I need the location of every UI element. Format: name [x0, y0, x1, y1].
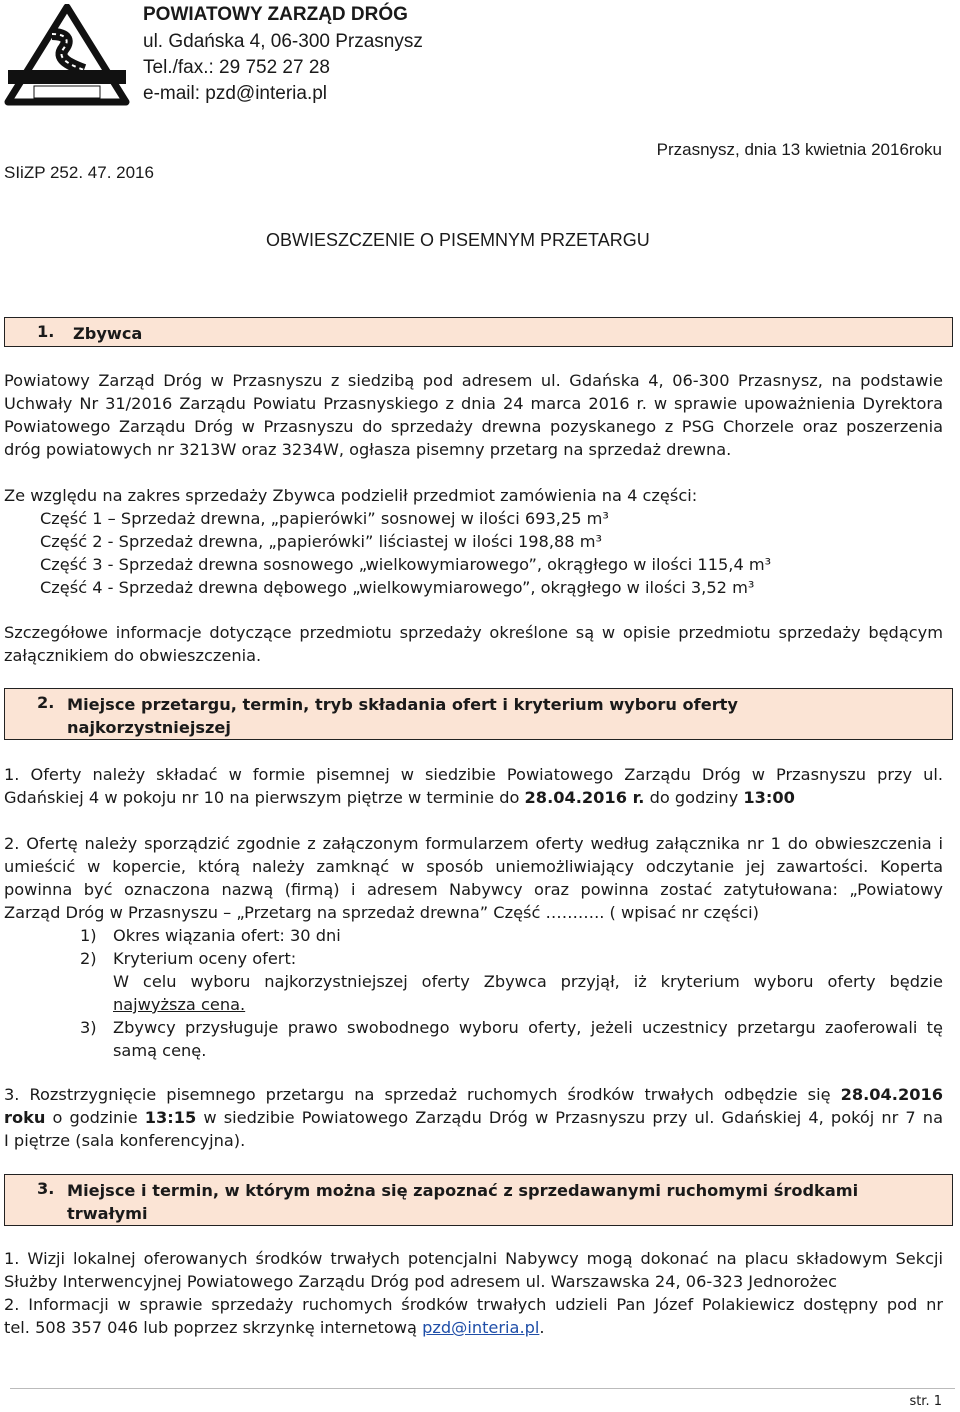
section-2-p1: 1. Oferty należy składać w formie pisemnej w siedzibie Powiatowego Zarządu Dróg w Przasnyszu przy ul. Gdańskiej 4 w pokoju nr 10 na pierwszym piętrze w terminie do 28.04.2016 r. do godziny 13:00	[4, 765, 943, 807]
footer-rule	[10, 1388, 955, 1389]
section-2-title: Miejsce przetargu, termin, tryb składania ofert i kryterium wyboru oferty najkorzystniejszej	[67, 695, 738, 737]
org-email: e-mail: pzd@interia.pl	[143, 83, 328, 104]
section-1-intro: Powiatowy Zarząd Dróg w Przasnyszu z siedzibą pod adresem ul. Gdańska 4, 06-300 Przasnysz, na podstawie Uchwały Nr 31/2016 Zarządu Powiatu Przasnyskiego z dnia 24 marca 2016 r. w sprawie upoważnienia Dyrektora Powiatowego Zarządu Dróg w Przasnyszu do sprzedaży drewna pozyskanego z PSG Chorzele oraz poszerzenia dróg powiatowych nr 3213W oraz 3234W, ogłasza pisemny przetarg na sprzedaż drewna.	[4, 371, 943, 459]
item-1-number: 1)	[80, 926, 97, 945]
section-3-p1: 1. Wizji lokalnej oferowanych środków trwałych potencjalni Nabywcy mogą dokonać na placu składowym Sekcji Służby Interwencyjnej Powiatowego Zarządu Dróg pod adresem ul. Warszawska 24, 06-323 Jednorożec	[4, 1249, 943, 1291]
decision-date: 28.04.2016	[840, 1085, 943, 1104]
item-3-text-end: samą cenę.	[113, 1041, 207, 1060]
section-2-number: 2.	[37, 693, 55, 712]
parts-intro: Ze względu na zakres sprzedaży Zbywca podzielił przedmiot zamówienia na 4 części:	[4, 486, 698, 505]
deadline-time: 13:00	[743, 788, 795, 807]
org-address: ul. Gdańska 4, 06-300 Przasnysz	[143, 31, 423, 52]
org-phone: Tel./fax.: 29 752 27 28	[143, 57, 330, 78]
part-2: Część 2 - Sprzedaż drewna, „papierówki” liściastej w ilości 198,88 m³	[40, 532, 603, 551]
section-3-p2: 2. Informacji w sprawie sprzedaży ruchomych środków trwałych udzieli Pan Józef Polakiewicz dostępny pod nr tel. 508 357 046 lub poprzez skrzynkę internetową pzd@interia.pl.	[4, 1295, 943, 1337]
document-date: Przasnysz, dnia 13 kwietnia 2016roku	[656, 140, 942, 159]
org-name: POWIATOWY ZARZĄD DRÓG	[143, 4, 408, 25]
part-4: Część 4 - Sprzedaż drewna dębowego „wielkowymiarowego”, okrągłego w ilości 3,52 m³	[40, 578, 755, 597]
section-2-header	[4, 688, 953, 740]
logo	[4, 4, 130, 108]
item-2-number: 2)	[80, 949, 97, 968]
section-3-header	[4, 1174, 953, 1226]
email-link[interactable]: pzd@interia.pl	[422, 1318, 540, 1337]
item-3-text: Zbywcy przysługuje prawo swobodnego wyboru oferty, jeżeli uczestnicy przetargu zaoferowali tę	[113, 1018, 943, 1037]
item-2-criterion: najwyższa cena.	[113, 995, 246, 1014]
part-1: Część 1 – Sprzedaż drewna, „papierówki” sosnowej w ilości 693,25 m³	[40, 509, 609, 528]
section-1-header	[4, 317, 953, 347]
section-2-p3: 3. Rozstrzygnięcie pisemnego przetargu na sprzedaż ruchomych środków trwałych odbędzie się 28.04.2016 roku o godzinie 13:15 w siedzibie Powiatowego Zarządu Dróg w Przasnyszu przy ul. Gdańskiej 4, pokój nr 7 na I piętrze (sala konferencyjna).	[4, 1085, 943, 1150]
details-paragraph: Szczegółowe informacje dotyczące przedmiotu sprzedaży określone są w opisie przedmiotu sprzedaży będącym załącznikiem do obwieszczenia.	[4, 623, 943, 665]
section-3-number: 3.	[37, 1179, 55, 1198]
item-2-text: Kryterium oceny ofert:	[113, 949, 297, 968]
item-1-text: Okres wiązania ofert: 30 dni	[113, 926, 341, 945]
item-3-number: 3)	[80, 1018, 97, 1037]
page-number: str. 1	[909, 1394, 942, 1409]
decision-time: 13:15	[144, 1108, 197, 1127]
section-1-number: 1.	[37, 322, 55, 341]
section-2-p2: 2. Ofertę należy sporządzić zgodnie z załączonym formularzem oferty według załącznika nr 1 do obwieszczenia i umieścić w kopercie, którą należy zamknąć w sposób uniemożliwiający odczytanie jej zawartości. Koperta powinna być oznaczona nazwą (firmą) i adresem Nabywcy oraz powinna zostać zatytułowana: „Powiatowy Zarząd Dróg w Przasnyszu – „Przetarg na sprzedaż drewna” Część ……….. ( wpisać nr części)	[4, 834, 943, 922]
part-3: Część 3 - Sprzedaż drewna sosnowego „wielkowymiarowego”, okrągłego w ilości 115,4 m³	[40, 555, 772, 574]
reference-number: SIiZP 252. 47. 2016	[4, 163, 154, 182]
deadline-date: 28.04.2016 r.	[524, 788, 645, 807]
road-sign-logo	[4, 4, 130, 108]
item-2-sub: W celu wyboru najkorzystniejszej oferty Zbywca przyjął, iż kryterium wyboru oferty będzie	[113, 972, 943, 991]
document-title: OBWIESZCZENIE O PISEMNYM PRZETARGU	[266, 230, 650, 250]
section-3-title: Miejsce i termin, w którym można się zapoznać z sprzedawanymi ruchomymi środkami trwałymi	[67, 1181, 859, 1223]
section-1-title: Zbywca	[73, 324, 143, 343]
